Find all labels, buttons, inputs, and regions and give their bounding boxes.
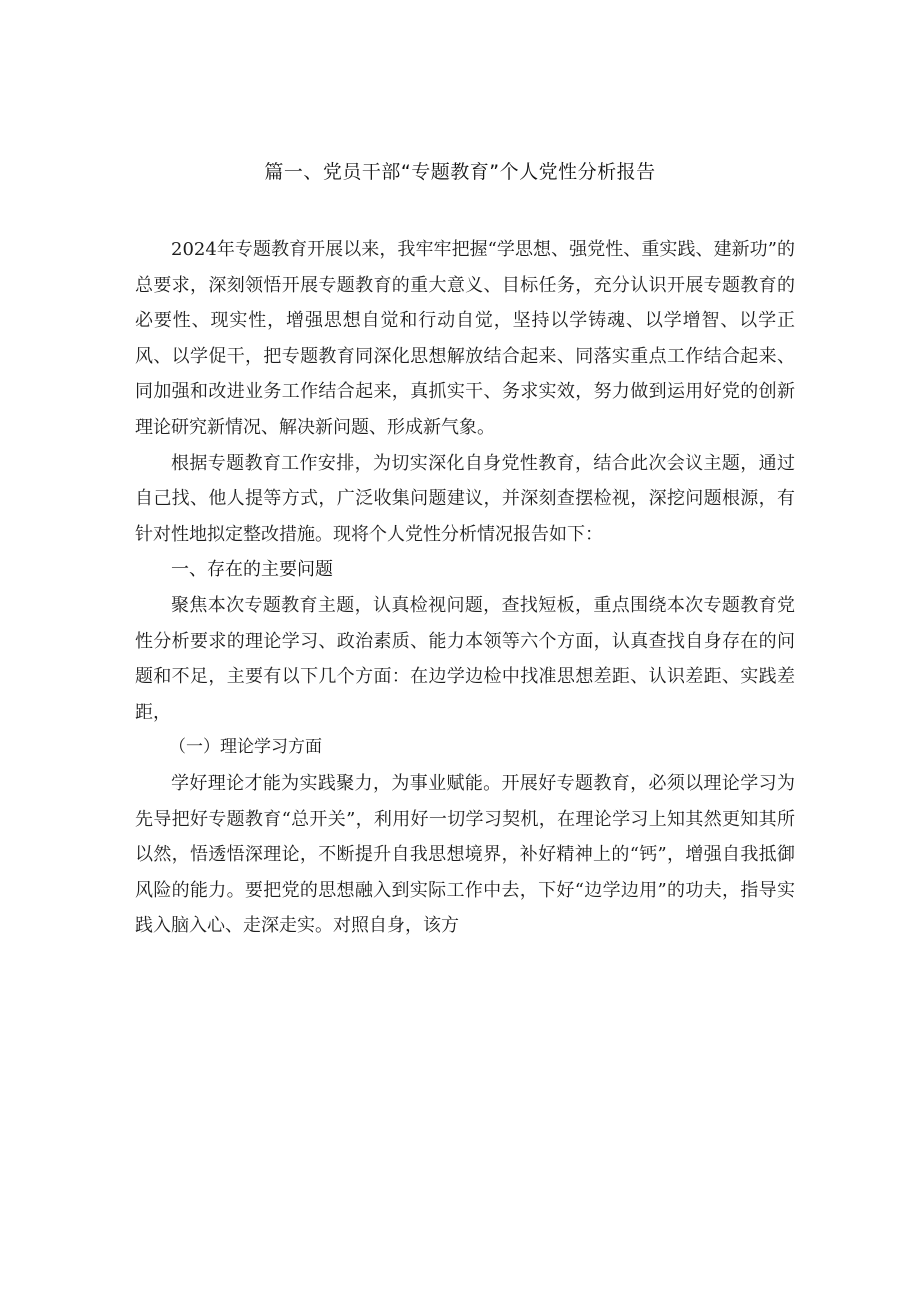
purpose-paragraph: 根据专题教育工作安排，为切实深化自身党性教育，结合此次会议主题，通过自己找、他人提等方式，广泛收集问题建议，并深刻查摆检视，深挖问题根源，有针对性地拟定整改措施。现将个人党性分析情况报告如下： xyxy=(135,452,795,545)
subsection-heading: （一）理论学习方面 xyxy=(169,737,322,758)
section-heading: 一、存在的主要问题 xyxy=(171,559,333,581)
document-body xyxy=(135,232,795,944)
section-paragraph: 聚焦本次专题教育主题，认真检视问题，查找短板，重点围绕本次专题教育党性分析要求的理论学习、政治素质、能力本领等六个方面，认真查找自身存在的问题和不足，主要有以下几个方面：在边学边检中找准思想差距、认识差距、实践差距， xyxy=(135,594,795,723)
document-title: 篇一、党员干部“专题教育”个人党性分析报告 xyxy=(264,161,656,183)
subsection-paragraph: 学好理论才能为实践聚力，为事业赋能。开展好专题教育，必须以理论学习为先导把好专题教育“总开关”，利用好一切学习契机，在理论学习上知其然更知其所以然，悟透悟深理论，不断提升自我思想境界，补好精神上的“钙”，增强自我抵御风险的能力。要把党的思想融入到实际工作中去，下好“边学边用”的功夫，指导实践入脑入心、走深走实。对照自身，该方 xyxy=(135,772,795,937)
intro-paragraph: 2024年专题教育开展以来，我牢牢把握“学思想、强党性、重实践、建新功”的总要求，深刻领悟开展专题教育的重大意义、目标任务，充分认识开展专题教育的必要性、现实性，增强思想自觉和行动自觉，坚持以学铸魂、以学增智、以学正风、以学促干，把专题教育同深化思想解放结合起来、同落实重点工作结合起来、同加强和改进业务工作结合起来，真抓实干、务求实效，努力做到运用好党的创新理论研究新情况、解决新问题、形成新气象。 xyxy=(135,239,795,438)
